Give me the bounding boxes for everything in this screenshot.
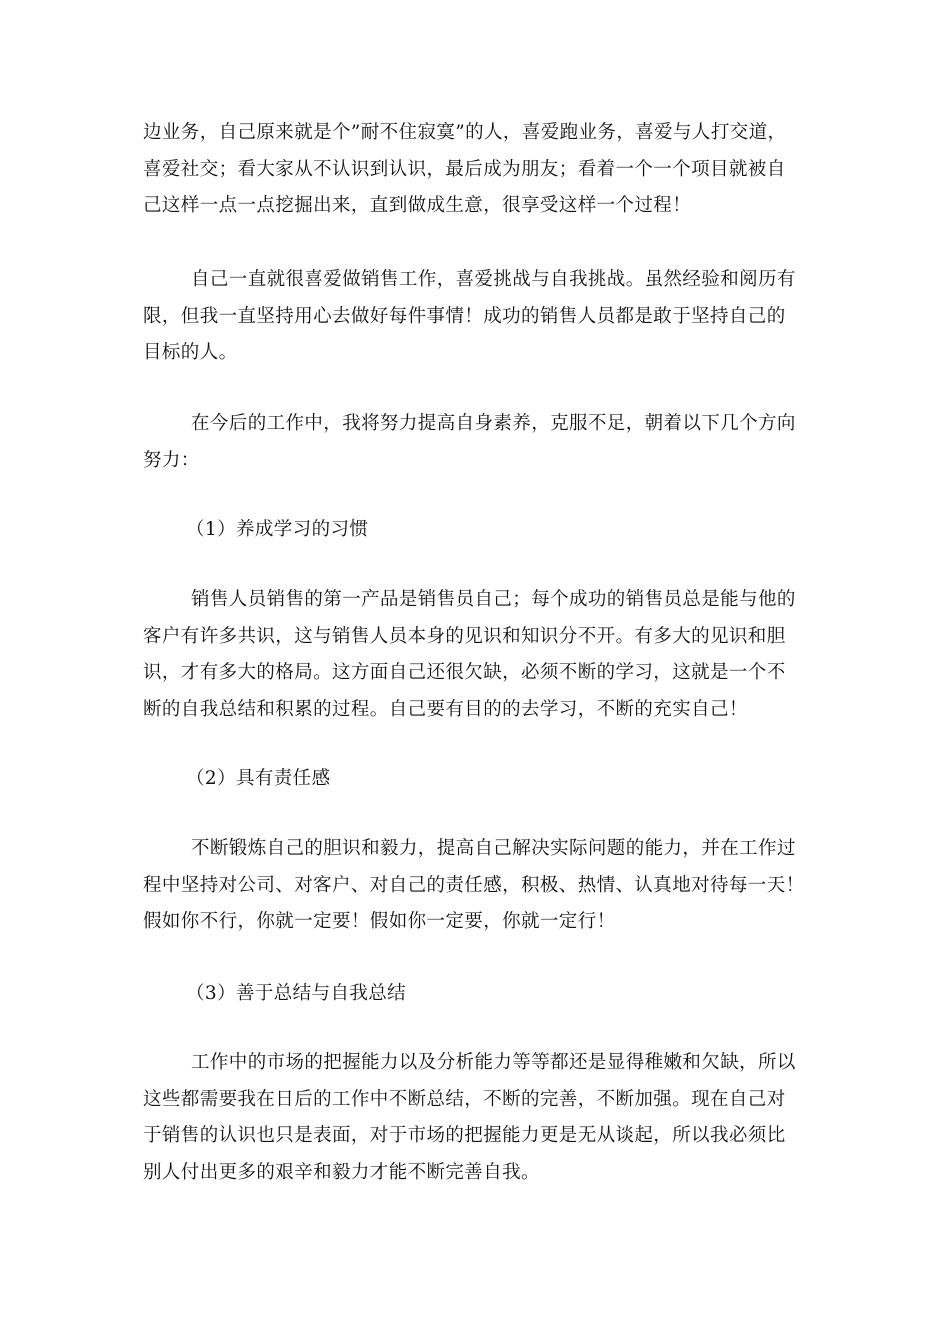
text-line: 在今后的工作中，我将努力提高自身素养，克服不足，朝着以下几个方向 [191,413,796,434]
paragraph-continuation [143,115,807,225]
text-line: 不断锻炼自己的胆识和毅力，提高自己解决实际问题的能力，并在工作过 [191,838,796,859]
text-line: 销售人员销售的第一产品是销售员自己；每个成功的销售员总是能与他的 [191,589,796,610]
section-heading-2: （2）具有责任感 [186,768,331,789]
text-line: 这些都需要我在日后的工作中不断总结，不断的完善，不断加强。现在自己对 [143,1088,786,1110]
paragraph-learning [143,582,807,728]
paragraph-responsibility [143,831,807,941]
text-line: 工作中的市场的把握能力以及分析能力等等都还是显得稚嫩和欠缺，所以 [191,1052,796,1073]
section-heading-1: （1）养成学习的习惯 [186,519,369,540]
text-line: 目标的人。 [143,342,238,363]
text-line: 自己一直就很喜爱做销售工作，喜爱挑战与自我挑战。虽然经验和阅历有 [191,269,796,290]
paragraph-sales-passion [143,262,807,372]
text-line: 己这样一点一点挖掘出来，直到做成生意，很享受这样一个过程！ [143,195,692,216]
text-line: 边业务，自己原来就是个”耐不住寂寞”的人，喜爱跑业务，喜爱与人打交道， [143,122,787,143]
section-heading-3: （3）善于总结与自我总结 [186,983,407,1004]
text-line: 于销售的认识也只是表面，对于市场的把握能力更是无从谈起，所以我必须比 [143,1125,786,1146]
text-line: 客户有许多共识，这与销售人员本身的见识和知识分不开。有多大的见识和胆 [143,625,786,647]
text-line: 断的自我总结和积累的过程。自己要有目的的去学习，不断的充实自己！ [143,698,748,720]
text-line: 限，但我一直坚持用心去做好每件事情！成功的销售人员都是敢于坚持自己的 [143,305,786,327]
text-line: 识，才有多大的格局。这方面自己还很欠缺，必须不断的学习，这就是一个不 [143,662,786,683]
text-line: 努力： [143,449,200,471]
paragraph-future-work [143,406,807,479]
paragraph-summary [143,1045,807,1191]
text-line: 别人付出更多的艰辛和毅力才能不断完善自我。 [143,1161,540,1183]
text-line: 程中坚持对公司、对客户、对自己的责任感，积极、热情、认真地对待每一天！ [143,874,805,896]
text-line: 假如你不行，你就一定要！假如你一定要，你就一定行！ [143,911,616,932]
text-line: 喜爱社交；看大家从不认识到认识，最后成为朋友；看着一个一个项目就被自 [143,158,786,180]
